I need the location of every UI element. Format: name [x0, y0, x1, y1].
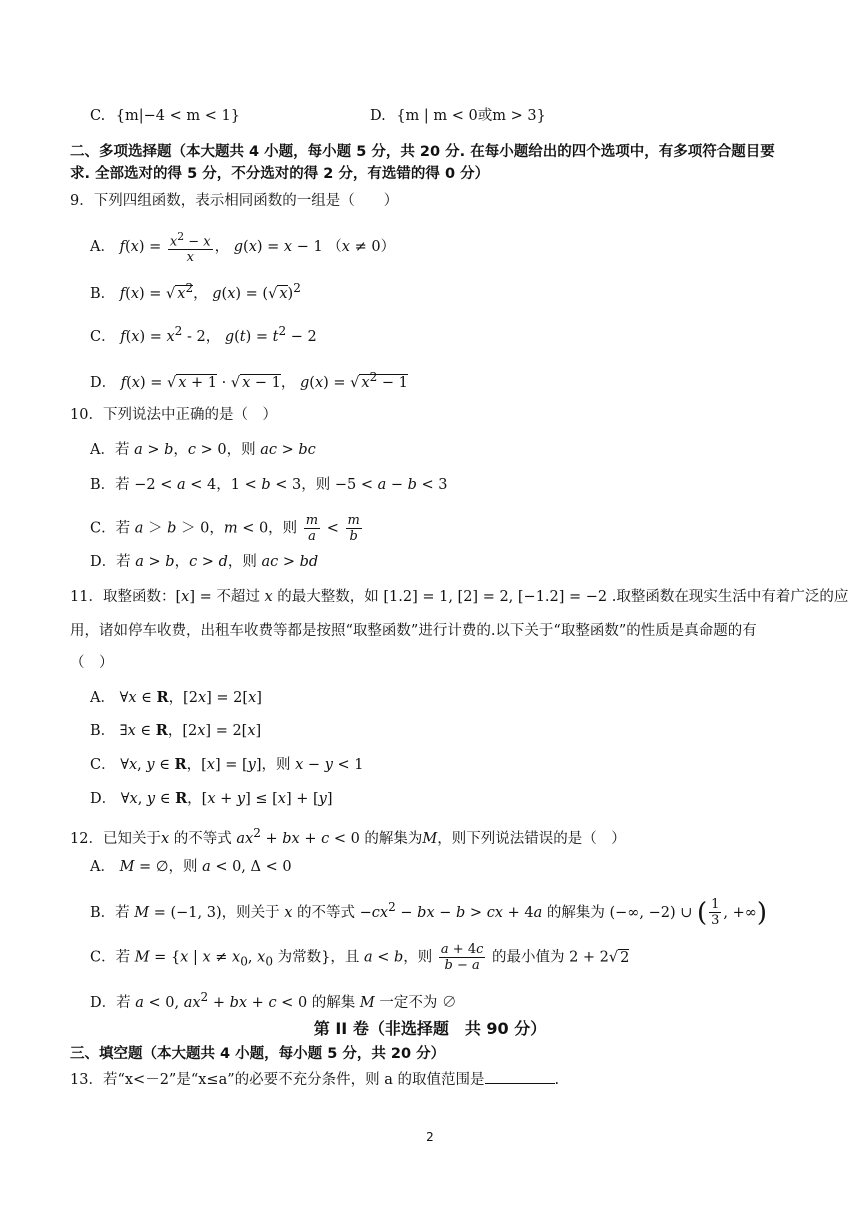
- option-text: {m | m < 0或m > 3}: [396, 108, 546, 124]
- option-label: A．: [90, 690, 115, 706]
- option-label: B．: [90, 723, 116, 739]
- option-label: D．若: [90, 994, 131, 1011]
- q12-option-a: A． M = ∅，则 a < 0, Δ < 0: [90, 859, 292, 875]
- part-2-title: 第 II 卷（非选择题 共 90 分）: [313, 1019, 547, 1038]
- option-label: C．: [90, 757, 116, 773]
- q11-option-c: C． ∀x, y ∈ R，[x] = [y]，则 x − y < 1: [90, 756, 364, 773]
- q10-option-d: D．若 a > b，c > d，则 ac > bd: [90, 554, 319, 570]
- q9-option-a: A． f(x) = $\frac{x^2 - x}{x}$ ， g(x) = x − 1 （x ≠ 0）: [90, 230, 396, 266]
- q12-stem: 12．已知关于x 的不等式 $ax^2$ + bx + c < 0 的解集为M，则下列说法错误的是（ ）: [70, 826, 626, 847]
- q8-option-c: [90, 106, 240, 126]
- option-label: D．: [90, 791, 117, 807]
- option-label: B．: [90, 285, 116, 302]
- q10-option-b: B．若 −2 < a < 4，1 < b < 3，则 −5 < a − b < 3: [90, 477, 448, 493]
- option-label: D．若: [90, 554, 131, 570]
- q11-option-b: B． ∃x ∈ R，[2x] = 2[x]: [90, 722, 262, 739]
- q11-option-d: D． ∀x, y ∈ R，[x + y] ≤ [x] + [y]: [90, 790, 333, 807]
- option-label: B．若: [90, 904, 130, 921]
- q11-stem-line1: 11．取整函数：[x] = 不超过 x 的最大整数，如 [1.2] = 1, [2] = 2, [−1.2] = −2 .取整函数在现实生活中有着广泛的应: [70, 589, 849, 605]
- option-label: C.: [90, 108, 106, 124]
- q8-option-d: [370, 106, 546, 126]
- q11-option-a: A． ∀x ∈ R，[2x] = 2[x]: [90, 689, 262, 706]
- section-3-header: 三、填空题（本大题共 4 小题，每小题 5 分，共 20 分）: [70, 1046, 446, 1062]
- section-2-header-line2: 求. 全部选对的得 5 分，不分选对的得 2 分，有选错的得 0 分）: [70, 166, 490, 182]
- q10-option-c: C．若 a ＞ b ＞ 0，m < 0，则 $\frac{m}{a}$ < $\frac{m}{b}$: [90, 513, 360, 544]
- option-text: {m|−4 < m < 1}: [115, 108, 240, 124]
- q9-option-d: D． f(x) = √ x + 1 · √ x − 1， g(x) = √ $x^2 - 1$: [90, 370, 408, 391]
- q10-stem: 10．下列说法中正确的是（ ）: [70, 407, 277, 423]
- q12-option-c: C．若 M = {x | $x \ne x_0$, $x_0$ 为常数}，且 a < b，则 $\frac{a + 4c}{b - a}$ 的最小值为 2 + 2√ 2: [90, 942, 630, 973]
- q10-option-a: A．若 a > b，c > 0，则 ac > bc: [90, 442, 316, 458]
- option-label: C．若: [90, 949, 131, 966]
- q12-option-b: B．若 M = (−1, 3)，则关于 x 的不等式 $-cx^2$ − bx − b > cx + 4a 的解集为 (−∞, −2) ∪ ( $\frac{1}{3}$ , +∞): [90, 897, 768, 929]
- q12-option-d: D．若 a < 0, $ax^2$ + bx + c < 0 的解集 M 一定不为 ∅: [90, 990, 457, 1011]
- q13-stem: 13．若“x<－2”是“x≤a”的必要不充分条件，则 a 的取值范围是 .: [70, 1072, 560, 1088]
- option-label: A．: [90, 859, 115, 875]
- option-label: C．: [90, 328, 116, 345]
- answer-blank[interactable]: [485, 1083, 555, 1084]
- option-label: D.: [370, 108, 386, 124]
- option-label: A．: [90, 239, 115, 256]
- page-number: 2: [426, 1130, 434, 1144]
- q9-option-b: B． f(x) = √ $x^2$， g(x) = (√ x)$^2$: [90, 281, 301, 302]
- q9-option-c: C． $f(x) = x^2 - 2$， $g(t) = t^2 - 2$: [90, 324, 317, 345]
- option-label: B．若: [90, 477, 130, 493]
- section-2-header-line1: 二、多项选择题（本大题共 4 小题，每小题 5 分，共 20 分. 在每小题给出的四个选项中，有多项符合题目要: [70, 144, 775, 160]
- option-label: C．若: [90, 520, 131, 537]
- option-label: D．: [90, 374, 117, 391]
- option-label: A．若: [90, 442, 130, 458]
- q11-stem-line2: 用，诸如停车收费，出租车收费等都是按照“取整函数”进行计费的.以下关于“取整函数”的性质是真命题的有: [70, 623, 757, 639]
- q11-stem-line3: （ ）: [70, 655, 114, 671]
- q9-stem: 9．下列四组函数，表示相同函数的一组是（ ）: [70, 193, 399, 209]
